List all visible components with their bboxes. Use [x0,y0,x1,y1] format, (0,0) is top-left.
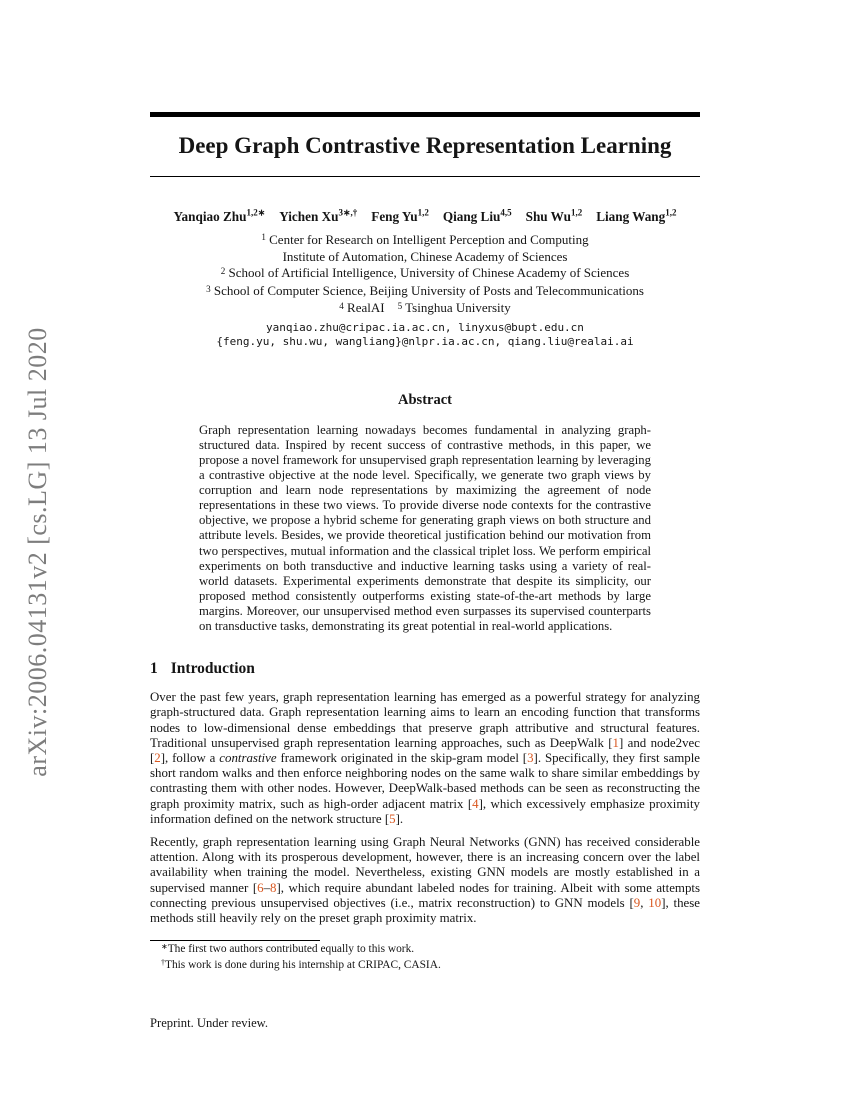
author [174,209,266,226]
email-line: {feng.yu, shu.wu, wangliang}@nlpr.ia.ac.cn, qiang.liu@realai.ai [216,335,634,349]
text-segment: ], which require abundant labeled nodes for training. Albeit with some attempts connecting previous unsupervised objectives (i.e., matrix reconstruction) to GNN models [ [150,880,701,910]
footnote-equal-contribution [150,943,700,957]
citation-link[interactable]: 2 [154,750,161,765]
author-superscript: 1,2 [570,207,583,218]
text-segment: – [263,880,271,895]
citation-link[interactable]: 1 [612,735,619,750]
text-segment: , [640,895,649,910]
paper-content [150,112,701,1030]
text-segment: 2 [220,266,226,277]
citation-link[interactable]: 6 [257,880,264,895]
author-name: Liang Wang [596,209,666,225]
author-superscript: 1,2 [417,207,429,218]
text-segment: ], which excessively emphasize proximity information defined on the network structure [ [150,796,700,826]
author [279,209,357,226]
section-title: Introduction [170,660,255,678]
author-superscript: 1,2 [665,207,677,218]
footnote-internship [150,959,700,973]
text-segment: † [161,957,165,967]
emails [150,321,700,350]
section-heading [150,660,700,678]
section-number: 1 [150,660,158,678]
author-superscript: 3∗,† [338,207,358,218]
text-segment: contrastive [219,750,277,765]
author [596,209,676,226]
title-rule-top [150,112,700,117]
paper-title: Deep Graph Contrastive Representation Learning [178,133,672,158]
author-name: Qiang Liu [442,209,501,225]
text-segment: 3 [206,283,211,294]
text-segment: Tsinghua University [402,300,511,316]
affiliation-line [150,283,700,300]
author [371,209,429,226]
text-segment: Recently, graph representation learning using Graph Neural Networks (GNN) has received considerable attention. Along with its prosperous development, however, there is an increasing concern over the label availability when training the model. Nevertheless, existing GNN models are mostly established in a supervised manner [ [150,834,700,895]
text-segment: The first two authors contributed equally to this work. [167,943,415,956]
author-name: Yanqiao Zhu [173,209,247,225]
affiliation-line [150,249,700,265]
intro-paragraph-2 [150,835,700,926]
text-segment: ], follow a [160,750,220,765]
citation-link[interactable]: 10 [648,895,662,910]
affiliation-line [150,300,700,317]
affiliation-line [150,232,700,249]
author-name: Shu Wu [525,209,571,225]
author-name: Feng Yu [371,209,418,225]
text-segment: This work is done during his internship at CRIPAC, CASIA. [164,958,441,971]
citation-link[interactable]: 5 [389,811,396,826]
abstract-heading: Abstract [398,391,452,408]
text-segment: RealAI [343,300,398,316]
author-superscript: 4,5 [500,207,512,218]
citation-link[interactable]: 4 [472,796,479,811]
title-rule-bottom [150,176,700,178]
text-segment: 4 [339,301,344,312]
text-segment: ]. [395,811,404,826]
text-segment: framework originated in the skip-gram model [ [276,750,528,765]
text-segment: ∗ [161,942,168,952]
affiliations [150,232,700,318]
text-segment: ], these methods still heavily rely on the preset graph proximity matrix. [150,895,701,925]
citation-link[interactable]: 8 [270,880,277,895]
author-superscript: 1,2∗ [246,207,266,218]
author [526,209,583,226]
text-segment: School of Artificial Intelligence, University of Chinese Academy of Sciences [225,265,630,281]
abstract-text: Graph representation learning nowadays becomes fundamental in analyzing graph-structured data. Inspired by recent success of contrastive methods, in this paper, we propose a novel framework for unsupervised graph representation learning by leveraging a contrastive objective at the node level. Specifically, we generate two graph views by corruption and learn node representations by maximizing the agreement of node representations in these two views. To provide diverse node contexts for the contrastive objective, we propose a hybrid scheme for generating graph views on both structure and attribute levels. Besides, we provide theoretical justification behind our motivation from two perspectives, mutual information and the classical triplet loss. We perform empirical experiments on both transductive and inductive learning tasks using a variety of real-world datasets. Experimental experiments demonstrate that despite its simplicity, our proposed method consistently outperforms existing state-of-the-art methods by large margins. Moreover, our unsupervised method even surpasses its supervised counterparts on transductive tasks, demonstrating its great potential in real-world applications. [199,422,651,634]
text-segment: 5 [397,301,403,312]
text-segment: Center for Research on Intelligent Perception and Computing [265,231,589,247]
citation-link[interactable]: 9 [633,895,641,910]
text-segment: ] and node2vec [ [150,735,700,765]
email-line: yanqiao.zhu@cripac.ia.ac.cn, linyxus@bupt.edu.cn [266,320,584,334]
author-name: Yichen Xu [279,209,339,225]
text-segment: 1 [261,232,266,243]
preprint-note: Preprint. Under review. [150,1016,269,1030]
arxiv-watermark-text: arXiv:2006.04131v2 [cs.LG] 13 Jul 2020 [23,327,52,777]
text-segment: ]. Specifically, they first sample short random walks and then enforce neighboring nodes on the same walk to share similar embeddings by contrasting them with other nodes. However, DeepWalk-based methods can be seen as reconstructing the graph proximity matrix, such as high-order adjacent matrix [ [150,750,700,811]
affiliation-line [150,265,700,282]
text-segment: Institute of Automation, Chinese Academy of Sciences [282,249,568,264]
text-segment: Over the past few years, graph representation learning has emerged as a powerful strategy for analyzing graph-structured data. Graph representation learning aims to learn an encoding function that transforms nodes to low-dimensional dense embeddings that preserve graph attributive and structural features. Traditional unsupervised graph representation learning approaches, such as DeepWalk [ [150,690,700,750]
citation-link[interactable]: 3 [527,750,534,765]
footnote-rule [150,940,320,941]
author [443,209,512,226]
text-segment: School of Computer Science, Beijing University of Posts and Telecommunications [210,282,644,298]
author-line [150,209,700,226]
intro-paragraph-1 [150,690,700,827]
